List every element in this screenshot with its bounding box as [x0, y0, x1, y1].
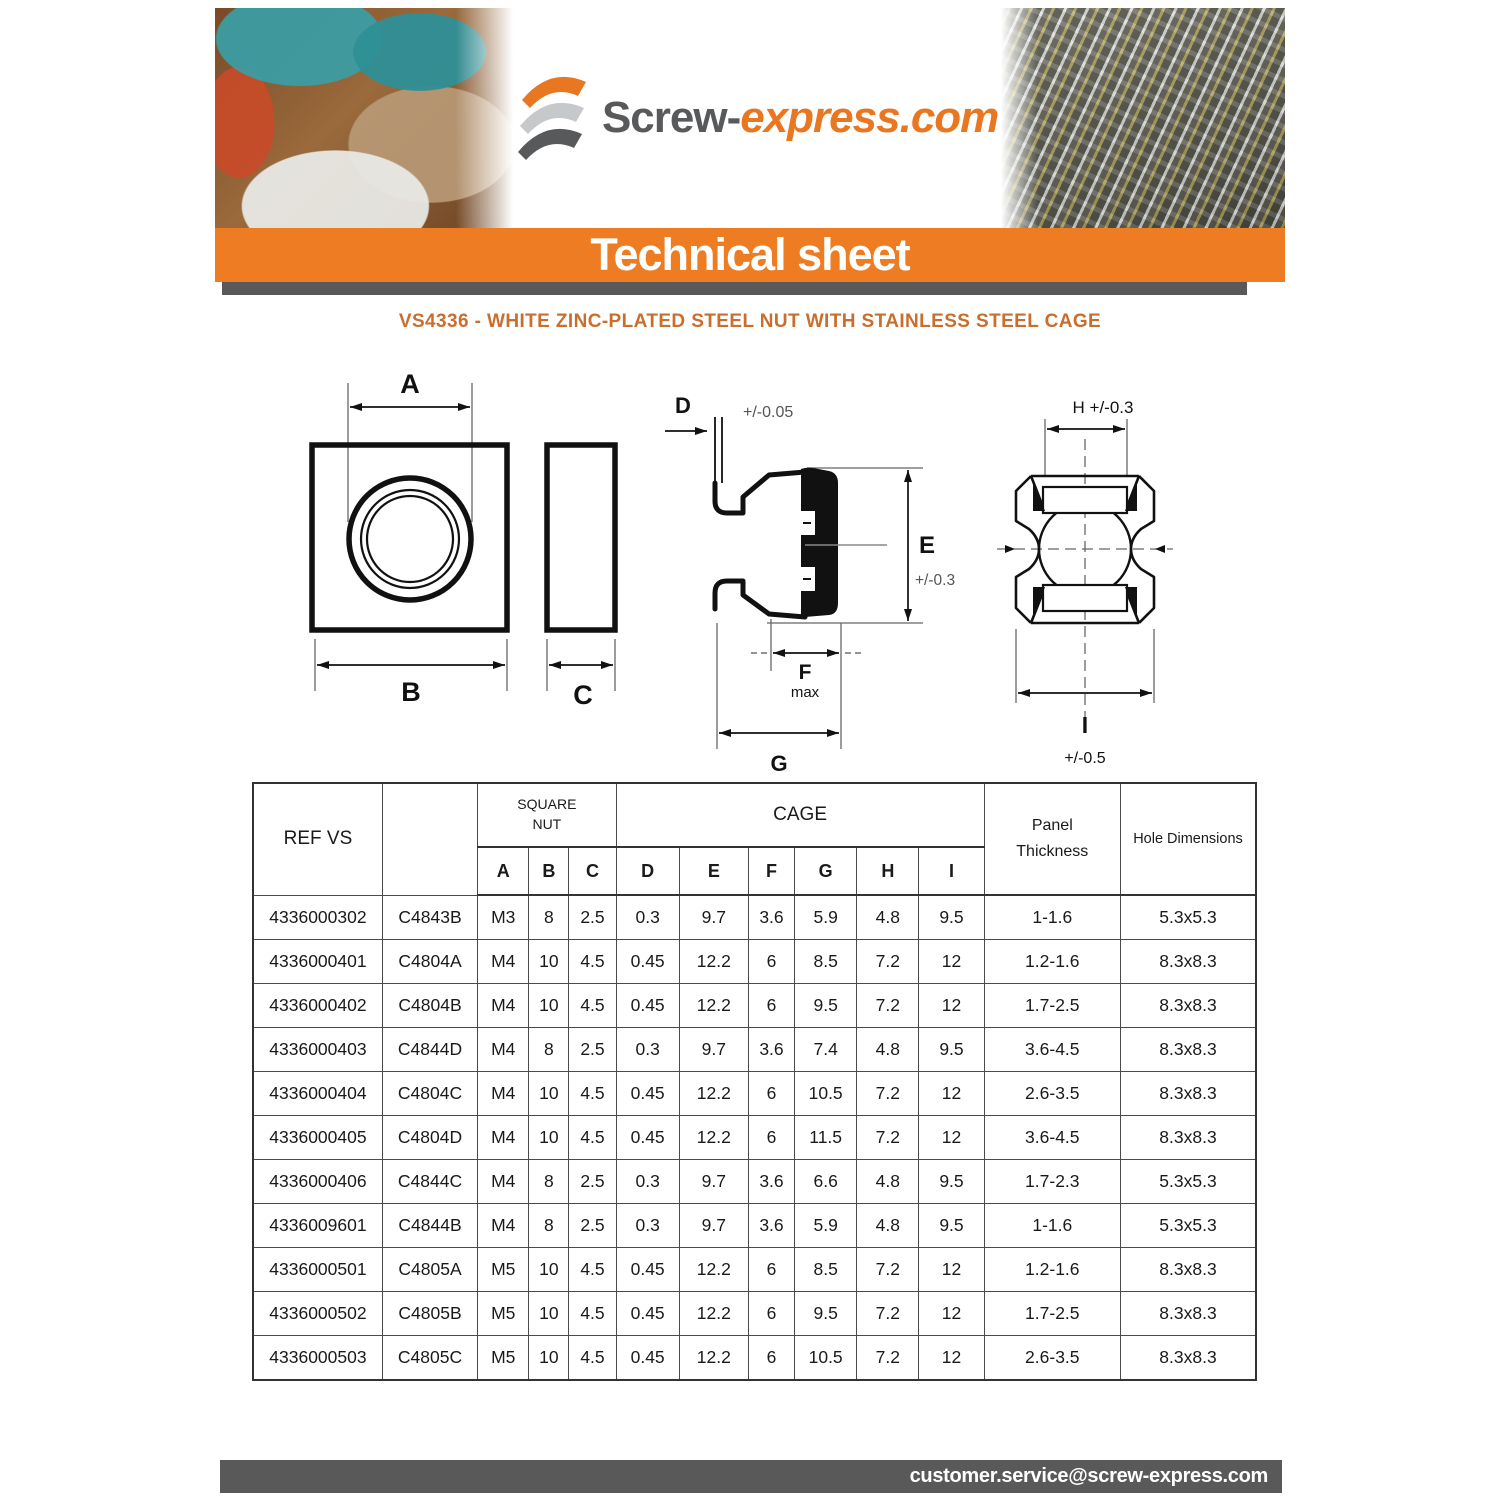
top-strap [1043, 487, 1127, 513]
dim-label-b: B [401, 677, 421, 707]
dim-label-i: I [1081, 712, 1089, 738]
nut-body-section [801, 468, 838, 617]
table-cell: 0.45 [616, 1248, 679, 1292]
table-cell: 9.5 [919, 895, 984, 940]
table-row [253, 1116, 1256, 1160]
table-cell: 10 [529, 940, 569, 984]
table-cell: 8.3x8.3 [1121, 1116, 1257, 1160]
table-cell: 7.2 [857, 1072, 919, 1116]
table-cell: C4804B [382, 984, 477, 1028]
table-cell: 1.7-2.3 [984, 1160, 1120, 1204]
table-row [253, 1160, 1256, 1204]
table-cell: 0.3 [616, 1204, 679, 1248]
tolerance-i: +/-0.5 [1064, 750, 1106, 767]
table-cell: 1.2-1.6 [984, 940, 1120, 984]
table-cell: M4 [478, 1160, 529, 1204]
table-cell: 12 [919, 1292, 984, 1336]
cage-top-arm [715, 472, 805, 513]
dim-label-f-max: max [790, 684, 820, 701]
table-cell: C4804A [382, 940, 477, 984]
table-cell: M4 [478, 1204, 529, 1248]
table-cell: 6 [748, 984, 794, 1028]
waist-arrow-left [1005, 545, 1015, 553]
table-row [253, 895, 1256, 940]
logo [516, 8, 998, 228]
table-cell: 9.5 [795, 1292, 857, 1336]
table-cell: 5.3x5.3 [1121, 1204, 1257, 1248]
table-cell: C4843B [382, 895, 477, 940]
table-cell: 10 [529, 1292, 569, 1336]
cage-bottom-arm [715, 581, 805, 617]
table-cell: 6 [748, 940, 794, 984]
table-cell: 12 [919, 1072, 984, 1116]
table-cell: 3.6 [748, 895, 794, 940]
banner-underline [222, 282, 1247, 295]
table-cell: 10 [529, 1072, 569, 1116]
table-cell: 7.2 [857, 1336, 919, 1381]
table-cell: 10 [529, 1248, 569, 1292]
table-cell: 4336000502 [253, 1292, 382, 1336]
table-cell: 10 [529, 1116, 569, 1160]
logo-text [602, 93, 998, 143]
panel-line2: Thickness [1016, 843, 1089, 860]
col-header-a: A [478, 847, 529, 895]
table-row [253, 1292, 1256, 1336]
logo-swoosh-icon [516, 70, 592, 166]
table-cell: 6 [748, 1248, 794, 1292]
table-cell: 8.3x8.3 [1121, 940, 1257, 984]
tolerance-e: +/-0.3 [915, 572, 956, 589]
table-cell: M4 [478, 1028, 529, 1072]
table-cell: 0.45 [616, 984, 679, 1028]
table-cell: 4336009601 [253, 1204, 382, 1248]
table-cell: C4844C [382, 1160, 477, 1204]
table-row [253, 984, 1256, 1028]
table-cell: 8.3x8.3 [1121, 1292, 1257, 1336]
table-cell: M4 [478, 1116, 529, 1160]
table-cell: 2.5 [569, 1204, 616, 1248]
table-cell: 0.3 [616, 1028, 679, 1072]
dim-label-c: C [573, 680, 593, 710]
col-header-ref: REF VS [253, 783, 382, 895]
nut-thread-circle [367, 496, 453, 582]
table-cell: 9.7 [679, 1028, 748, 1072]
table-cell: 0.45 [616, 940, 679, 984]
table-cell: 4336000402 [253, 984, 382, 1028]
table-cell: 4.5 [569, 1292, 616, 1336]
table-cell: 9.5 [919, 1204, 984, 1248]
waist-arrow-right [1155, 545, 1165, 553]
table-cell: 12 [919, 984, 984, 1028]
table-row [253, 1072, 1256, 1116]
table-cell: C4805A [382, 1248, 477, 1292]
table-cell: 2.5 [569, 1028, 616, 1072]
product-subtitle: VS4336 - WHITE ZINC-PLATED STEEL NUT WITH STAINLESS STEEL CAGE [398, 311, 1102, 332]
col-header-c: C [569, 847, 616, 895]
table-cell: 2.5 [569, 1160, 616, 1204]
table-cell: 4336000503 [253, 1336, 382, 1381]
dim-label-e: E [919, 532, 936, 559]
square-nut-line2: NUT [532, 816, 562, 832]
table-cell: 6.6 [795, 1160, 857, 1204]
table-cell: 8.3x8.3 [1121, 1336, 1257, 1381]
table-cell: 9.5 [795, 984, 857, 1028]
tolerance-d: +/-0.05 [743, 404, 794, 421]
table-cell: 6 [748, 1116, 794, 1160]
table-cell: 4336000401 [253, 940, 382, 984]
table-cell: 4.8 [857, 1028, 919, 1072]
table-cell: 12 [919, 1336, 984, 1381]
col-header-panel-thickness [984, 783, 1120, 895]
table-cell: C4844B [382, 1204, 477, 1248]
table-cell: 7.2 [857, 1248, 919, 1292]
table-row [253, 940, 1256, 984]
table-cell: 8.3x8.3 [1121, 1248, 1257, 1292]
table-cell: M4 [478, 940, 529, 984]
table-cell: 3.6-4.5 [984, 1028, 1120, 1072]
table-cell: 7.2 [857, 1292, 919, 1336]
dim-label-h: H +/-0.3 [1072, 398, 1134, 417]
table-cell: 4.5 [569, 1072, 616, 1116]
table-cell: 1.7-2.5 [984, 984, 1120, 1028]
table-cell: 0.45 [616, 1072, 679, 1116]
bottom-strap [1043, 585, 1127, 611]
table-cell: 0.3 [616, 895, 679, 940]
table-cell: M3 [478, 895, 529, 940]
table-cell: 12.2 [679, 1072, 748, 1116]
table-cell: 2.6-3.5 [984, 1336, 1120, 1381]
table-cell: 6 [748, 1292, 794, 1336]
table-cell: 12.2 [679, 940, 748, 984]
table-cell: 4.8 [857, 1204, 919, 1248]
footer-email: customer.service@screw-express.com [909, 1465, 1268, 1487]
table-cell: 2.6-3.5 [984, 1072, 1120, 1116]
table-cell: 4.5 [569, 1248, 616, 1292]
cage-front-drawing [985, 381, 1205, 796]
table-cell: 4336000501 [253, 1248, 382, 1292]
table-cell: 6 [748, 1072, 794, 1116]
table-cell: 8 [529, 1204, 569, 1248]
table-cell: 12.2 [679, 1336, 748, 1381]
table-cell: 8.3x8.3 [1121, 1028, 1257, 1072]
table-cell: 12.2 [679, 984, 748, 1028]
nut-hole-middle-circle [361, 490, 459, 588]
table-cell: 3.6 [748, 1204, 794, 1248]
dim-label-g: G [770, 751, 788, 776]
header [215, 8, 1285, 228]
table-cell: 5.3x5.3 [1121, 1160, 1257, 1204]
right-header-photo [998, 8, 1285, 228]
table-cell: 0.45 [616, 1292, 679, 1336]
dim-label-a: A [400, 369, 420, 399]
table-cell: 12.2 [679, 1248, 748, 1292]
square-nut-line1: SQUARE [517, 796, 577, 813]
col-header-d: D [616, 847, 679, 895]
table-cell: 4336000302 [253, 895, 382, 940]
table-cell: 3.6 [748, 1028, 794, 1072]
table-cell: C4844D [382, 1028, 477, 1072]
table-cell: M5 [478, 1336, 529, 1381]
table-cell: 12.2 [679, 1292, 748, 1336]
table-cell: 9.7 [679, 895, 748, 940]
left-header-photo [215, 8, 516, 228]
col-header-hole-dimensions: Hole Dimensions [1121, 783, 1257, 895]
table-cell: 4.5 [569, 1336, 616, 1381]
table-cell: 10.5 [795, 1336, 857, 1381]
table-cell: 6 [748, 1336, 794, 1381]
table-row [253, 1248, 1256, 1292]
table-cell: 4.5 [569, 1116, 616, 1160]
table-cell: 10.5 [795, 1072, 857, 1116]
table-cell: 7.2 [857, 940, 919, 984]
table-cell: 12 [919, 1248, 984, 1292]
table-cell: 4.5 [569, 940, 616, 984]
table-cell: 4336000405 [253, 1116, 382, 1160]
table-cell: 12 [919, 940, 984, 984]
col-header-b: B [529, 847, 569, 895]
col-header-i: I [919, 847, 984, 895]
table-cell: 2.5 [569, 895, 616, 940]
table-cell: 0.45 [616, 1336, 679, 1381]
table-cell: M4 [478, 984, 529, 1028]
table-cell: 10 [529, 984, 569, 1028]
col-header-e: E [679, 847, 748, 895]
table-cell: C4805B [382, 1292, 477, 1336]
table-cell: 4336000404 [253, 1072, 382, 1116]
table-cell: 9.7 [679, 1160, 748, 1204]
table-cell: 0.45 [616, 1116, 679, 1160]
table-cell: 4.8 [857, 1160, 919, 1204]
table-cell: 1-1.6 [984, 1204, 1120, 1248]
table-cell: 4.8 [857, 895, 919, 940]
table-cell: 4336000406 [253, 1160, 382, 1204]
table-cell: M5 [478, 1292, 529, 1336]
table-cell: 11.5 [795, 1116, 857, 1160]
table-row [253, 1204, 1256, 1248]
table-row [253, 1028, 1256, 1072]
table-cell: 8 [529, 1160, 569, 1204]
table-cell: 8.3x8.3 [1121, 984, 1257, 1028]
col-header-code [382, 783, 477, 895]
table-cell: M5 [478, 1248, 529, 1292]
table-cell: 4336000403 [253, 1028, 382, 1072]
table-cell: 7.4 [795, 1028, 857, 1072]
table-cell: 4.5 [569, 984, 616, 1028]
table-cell: 8.5 [795, 940, 857, 984]
col-header-g: G [795, 847, 857, 895]
table-cell: 5.9 [795, 1204, 857, 1248]
table-cell: 1-1.6 [984, 895, 1120, 940]
square-nut-side-outline [547, 445, 615, 630]
table-cell: 5.3x5.3 [1121, 895, 1257, 940]
banner-title: Technical sheet [590, 229, 910, 280]
table-cell: 8.5 [795, 1248, 857, 1292]
table-cell: C4804C [382, 1072, 477, 1116]
logo-text-primary: Screw- [601, 93, 741, 142]
table-cell: 12.2 [679, 1116, 748, 1160]
square-nut-drawing [290, 367, 650, 717]
col-header-f: F [748, 847, 794, 895]
col-header-square-nut [478, 783, 616, 847]
panel-line1: Panel [1031, 817, 1073, 835]
table-cell: 3.6 [748, 1160, 794, 1204]
dimension-lines [665, 431, 923, 749]
dim-label-d: D [675, 393, 691, 418]
table-cell: 5.9 [795, 895, 857, 940]
table-row [253, 1336, 1256, 1381]
table-cell: 7.2 [857, 1116, 919, 1160]
col-header-h: H [857, 847, 919, 895]
title-banner [215, 228, 1285, 282]
table-cell: 8.3x8.3 [1121, 1072, 1257, 1116]
table-cell: M4 [478, 1072, 529, 1116]
table-cell: C4804D [382, 1116, 477, 1160]
cage-profile-drawing [655, 371, 985, 791]
logo-text-secondary: express.com [740, 93, 999, 142]
table-cell: 7.2 [857, 984, 919, 1028]
specifications-table [252, 782, 1257, 1381]
table-cell: 3.6-4.5 [984, 1116, 1120, 1160]
table-cell: 12 [919, 1116, 984, 1160]
table-cell: 9.5 [919, 1160, 984, 1204]
footer-bar [220, 1460, 1282, 1493]
col-header-cage: CAGE [616, 783, 984, 847]
technical-drawings [215, 359, 1285, 782]
table-cell: 8 [529, 1028, 569, 1072]
table-cell: C4805C [382, 1336, 477, 1381]
table-cell: 8 [529, 895, 569, 940]
table-cell: 9.7 [679, 1204, 748, 1248]
table-cell: 9.5 [919, 1028, 984, 1072]
table-cell: 10 [529, 1336, 569, 1381]
table-cell: 1.7-2.5 [984, 1292, 1120, 1336]
table-cell: 1.2-1.6 [984, 1248, 1120, 1292]
table-cell: 0.3 [616, 1160, 679, 1204]
dim-label-f: F [798, 661, 812, 684]
